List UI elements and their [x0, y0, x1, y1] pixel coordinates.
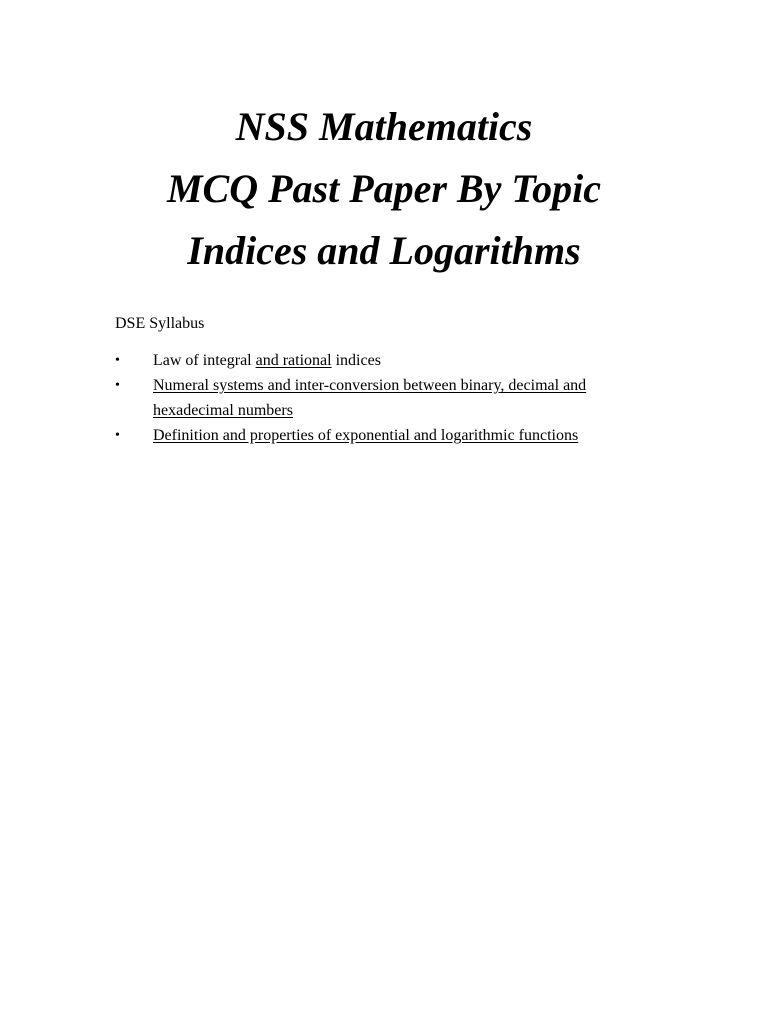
title-line-3: Indices and Logarithms: [187, 228, 581, 273]
item1-text-after: indices: [331, 352, 381, 369]
item3-text: Definition and properties of exponential and logarithmic functions: [153, 427, 579, 444]
syllabus-list: [115, 348, 675, 448]
item2-line-1: Numeral systems and inter-conversion between binary, decimal and: [153, 377, 587, 394]
syllabus-item-2: [115, 373, 675, 423]
item1-underlined-text: and rational: [255, 352, 332, 369]
syllabus-item-1: [115, 348, 675, 373]
syllabus-heading: DSE Syllabus: [115, 315, 205, 332]
item1-text-before: Law of integral: [153, 352, 256, 369]
title-line-1: NSS Mathematics: [235, 104, 533, 149]
bullet-icon: •: [115, 353, 120, 368]
title-block: [0, 96, 768, 282]
bullet-icon: •: [115, 428, 120, 443]
bullet-icon: •: [115, 378, 120, 393]
syllabus-item-3: [115, 423, 675, 448]
title-line-2: MCQ Past Paper By Topic: [166, 166, 602, 211]
item2-line-2: hexadecimal numbers: [153, 402, 293, 419]
